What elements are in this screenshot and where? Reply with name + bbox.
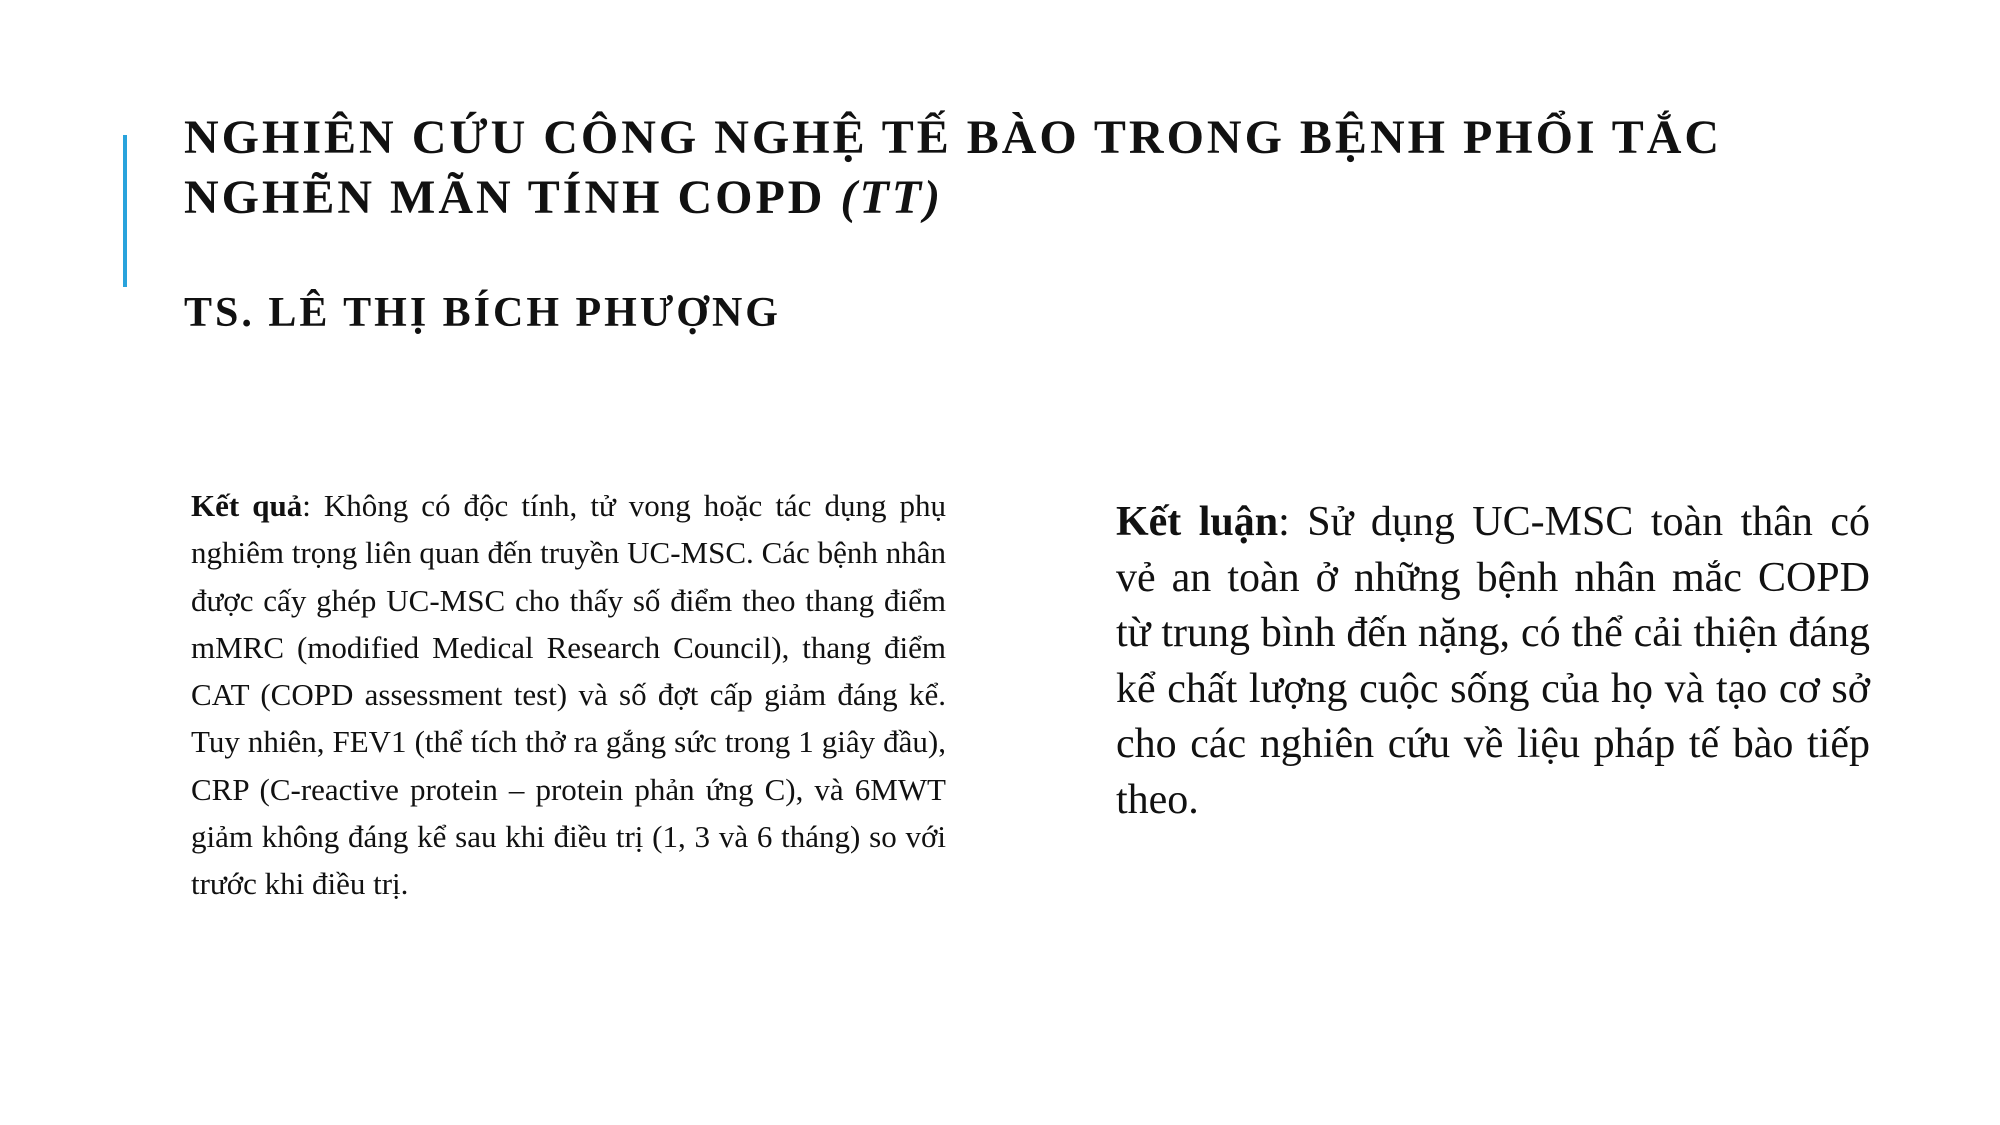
results-text: Không có độc tính, tử vong hoặc tác dụng phụ nghiêm trọng liên quan đến truyền UC-MSC. Các bệnh nhân được cấy ghép UC-MSC cho thấy số điểm theo thang điểm mMRC (modified Medical Research Council), thang điểm CAT (COPD assessment test) và số đợt cấp giảm đáng kể. Tuy nhiên, FEV1 (thể tích thở ra gắng sức trong 1 giây đầu), CRP (C-reactive protein – protein phản ứng C), và 6MWT giảm không đáng kể sau khi điều trị (1, 3 và 6 tháng) so với trước khi điều trị. <box>191 488 946 902</box>
title-accent-bar <box>123 135 127 287</box>
slide-author: TS. LÊ THỊ BÍCH PHƯỢNG <box>184 290 781 336</box>
results-label: Kết quả <box>191 488 303 523</box>
conclusion-label: Kết luận <box>1116 499 1279 545</box>
results-paragraph <box>191 482 946 908</box>
conclusion-paragraph <box>1116 495 1870 828</box>
slide-title <box>184 108 1834 228</box>
conclusion-text: Sử dụng UC-MSC toàn thân có vẻ an toàn ở những bệnh nhân mắc COPD từ trung bình đến nặng, có thể cải thiện đáng kể chất lượng cuộc sống của họ và tạo cơ sở cho các nghiên cứu về liệu pháp tế bào tiếp theo. <box>1116 499 1870 823</box>
slide-title-suffix: (TT) <box>840 171 944 224</box>
results-separator: : <box>302 488 311 523</box>
conclusion-separator: : <box>1278 499 1290 545</box>
slide-title-main: NGHIÊN CỨU CÔNG NGHỆ TẾ BÀO TRONG BỆNH PHỔI TẮC NGHẼN MÃN TÍNH COPD <box>184 111 1723 224</box>
